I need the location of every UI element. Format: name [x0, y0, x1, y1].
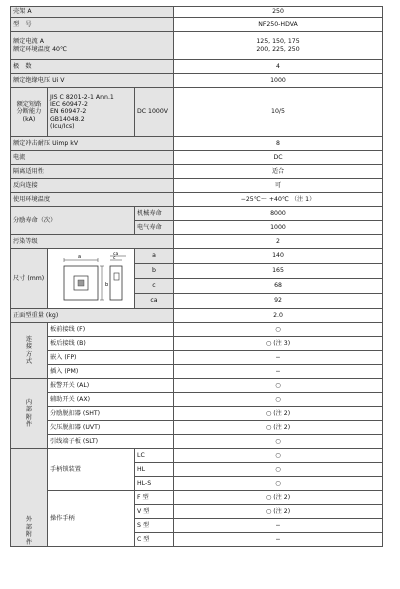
- row-conn-f: [11, 323, 383, 337]
- row-uimp: [11, 137, 383, 151]
- fig-label-c: c: [113, 255, 116, 261]
- ext-s-key: S 型: [135, 519, 174, 533]
- conn-pm-value: −: [174, 365, 383, 379]
- row-frame: [11, 7, 383, 18]
- ext-hls-key: HL-S: [135, 477, 174, 491]
- pollution-value: 2: [174, 235, 383, 249]
- row-conn-b: [11, 337, 383, 351]
- rated-value-line2: 200, 225, 250: [256, 45, 300, 53]
- int-sht-label: 分励脱扣器 (SHT): [48, 407, 174, 421]
- breaking-voltage: DC 1000V: [135, 88, 174, 137]
- breaking-label-line3: (kA): [22, 115, 36, 123]
- life-elec-label: 电气寿命: [135, 221, 174, 235]
- spec-table: [10, 6, 383, 547]
- rated-temp-label: 额定环境温度 40℃: [13, 45, 67, 53]
- row-model: [11, 18, 383, 32]
- poles-label: 极 数: [11, 60, 174, 74]
- life-mech-label: 机械寿命: [135, 207, 174, 221]
- int-sht-value: ○ (注 2): [174, 407, 383, 421]
- row-breaking: [11, 88, 383, 137]
- dim-c-value: 68: [174, 279, 383, 294]
- external-group-text: 外部附件: [25, 516, 33, 546]
- dim-b-value: 165: [174, 264, 383, 279]
- internal-group-text: 内部附件: [25, 398, 33, 428]
- int-uvt-value: ○ (注 2): [174, 421, 383, 435]
- model-label: 型 号: [11, 18, 174, 32]
- isolation-label: 隔离适用性: [11, 165, 174, 179]
- row-ui: [11, 74, 383, 88]
- int-al-value: ○: [174, 379, 383, 393]
- ext-hls-value: ○: [174, 477, 383, 491]
- row-conn-pm: [11, 365, 383, 379]
- row-life-mech: [11, 207, 383, 221]
- ui-label: 额定绝缘电压 Ui V: [11, 74, 174, 88]
- dim-ca-value: 92: [174, 294, 383, 309]
- internal-group-label: [11, 379, 48, 449]
- rated-value-line1: 125, 150, 175: [256, 38, 300, 46]
- row-int-slt: [11, 435, 383, 449]
- uimp-value: 8: [174, 137, 383, 151]
- conn-fp-label: 嵌入 (FP): [48, 351, 174, 365]
- breaking-standards: [48, 88, 135, 137]
- uimp-label: 额定冲击耐压 Uimp kV: [11, 137, 174, 151]
- reverse-label: 反向连接: [11, 179, 174, 193]
- frame-value: 250: [174, 7, 383, 18]
- conn-pm-label: 插入 (PM): [48, 365, 174, 379]
- ext-v-key: V 型: [135, 505, 174, 519]
- standard-gb: GB14048.2: [50, 115, 85, 123]
- current-label: 电流: [11, 151, 174, 165]
- standard-jis: JIS C 8201-2-1 Ann.1: [50, 94, 114, 102]
- ext-hl-value: ○: [174, 463, 383, 477]
- standard-en: EN 60947-2: [50, 108, 87, 116]
- ext-f-key: F 型: [135, 491, 174, 505]
- row-int-ax: [11, 393, 383, 407]
- dimension-figure: [48, 249, 135, 309]
- row-ambient: [11, 193, 383, 207]
- poles-value: 4: [174, 60, 383, 74]
- reverse-value: 可: [174, 179, 383, 193]
- life-elec-value: 1000: [174, 221, 383, 235]
- int-slt-value: ○: [174, 435, 383, 449]
- fig-label-ca: ca: [113, 251, 119, 257]
- row-conn-fp: [11, 351, 383, 365]
- dim-ca-key: ca: [135, 294, 174, 309]
- breaking-label-line1: 额定短路: [16, 101, 42, 109]
- handle-label: 操作手柄: [48, 491, 135, 547]
- dims-label: 尺寸 (mm): [11, 249, 48, 309]
- int-ax-label: 辅助开关 (AX): [48, 393, 174, 407]
- weight-label: 正面型重量 (kg): [11, 309, 174, 323]
- row-int-uvt: [11, 421, 383, 435]
- standard-icu-ics: (Icu/Ics): [50, 122, 75, 130]
- ext-lc-value: ○: [174, 449, 383, 463]
- pollution-label: 污染等级: [11, 235, 174, 249]
- breaking-label: [11, 88, 48, 137]
- row-poles: [11, 60, 383, 74]
- rated-current-label: 额定电流 A: [13, 38, 44, 46]
- row-weight: [11, 309, 383, 323]
- breaking-label-line2: 分断能力: [16, 108, 42, 116]
- ext-c-value: −: [174, 533, 383, 547]
- ambient-label: 使用环境温度: [11, 193, 174, 207]
- ambient-value: −25℃～ +40℃ （注 1）: [174, 193, 383, 207]
- interlock-label: 手柄锁装置: [48, 449, 135, 491]
- breaking-value: 10/5: [174, 88, 383, 137]
- conn-f-label: 板前接线 (F): [48, 323, 174, 337]
- frame-label: 壳架 A: [11, 7, 174, 18]
- int-slt-label: 引线端子板 (SLT): [48, 435, 174, 449]
- row-int-sht: [11, 407, 383, 421]
- ext-c-key: C 型: [135, 533, 174, 547]
- ext-lc-key: LC: [135, 449, 174, 463]
- int-ax-value: ○: [174, 393, 383, 407]
- dim-c-key: c: [135, 279, 174, 294]
- row-ext-f: [11, 491, 383, 505]
- external-group-label: [11, 449, 48, 547]
- row-ext-lc: [11, 449, 383, 463]
- life-mech-value: 8000: [174, 207, 383, 221]
- fig-label-b: b: [105, 281, 109, 288]
- rated-value: [174, 32, 383, 60]
- connection-group-label: [11, 323, 48, 379]
- current-value: DC: [174, 151, 383, 165]
- model-value: NF250-HDVA: [174, 18, 383, 32]
- connection-group-text: 连接方式: [25, 335, 33, 365]
- standard-iec: IEC 60947-2: [50, 101, 88, 109]
- conn-fp-value: −: [174, 351, 383, 365]
- row-isolation: [11, 165, 383, 179]
- ui-value: 1000: [174, 74, 383, 88]
- conn-b-value: ○ (注 3): [174, 337, 383, 351]
- weight-value: 2.0: [174, 309, 383, 323]
- life-label: 分励寿命（次）: [11, 207, 135, 235]
- row-current: [11, 151, 383, 165]
- dim-b-key: b: [135, 264, 174, 279]
- fig-label-a: a: [78, 253, 82, 260]
- rated-label: [11, 32, 174, 60]
- int-uvt-label: 欠压脱扣器 (UVT): [48, 421, 174, 435]
- row-int-al: [11, 379, 383, 393]
- ext-hl-key: HL: [135, 463, 174, 477]
- row-rated: [11, 32, 383, 60]
- conn-b-label: 板后接线 (B): [48, 337, 174, 351]
- int-al-label: 报警开关 (AL): [48, 379, 174, 393]
- ext-s-value: −: [174, 519, 383, 533]
- row-dim-a: [11, 249, 383, 264]
- ext-f-value: ○ (注 2): [174, 491, 383, 505]
- breaker-outline-icon: [48, 250, 134, 308]
- isolation-value: 适合: [174, 165, 383, 179]
- row-pollution: [11, 235, 383, 249]
- dim-a-value: 140: [174, 249, 383, 264]
- row-reverse: [11, 179, 383, 193]
- ext-v-value: ○ (注 2): [174, 505, 383, 519]
- conn-f-value: ○: [174, 323, 383, 337]
- dim-a-key: a: [135, 249, 174, 264]
